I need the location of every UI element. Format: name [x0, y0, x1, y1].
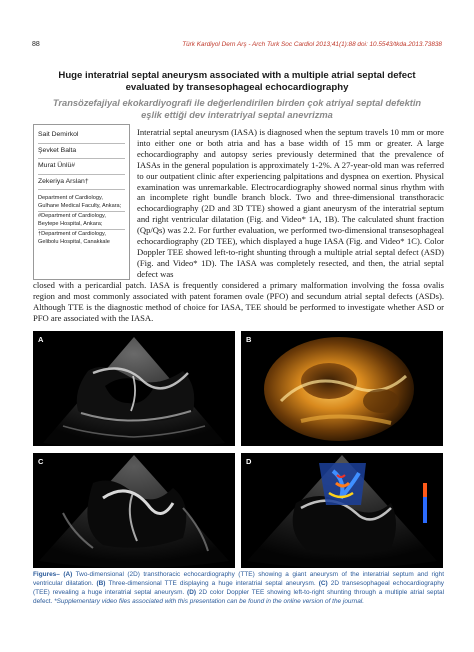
article-subtitle: [36, 98, 438, 121]
affiliations: [38, 194, 125, 248]
body-paragraph-1: Interatrial septal aneurysm (IASA) is diagnosed when the septum travels 10 mm or more into either one or both atria and has a base width of 15 mm or greater. A large echocardiography and autopsy series previously determined that the prevalence of IASAs in the general population is approximately 1-2%. A 27-year-old man was referred to our outpatient clinic after experiencing palpitations and dyspnea on exertion. Physical examination was unremarkable. Electrocardiography showed normal sinus rhythm with an incomplete right bundle branch block. Two and three-dimensional transthoracic echocardiography (2D and 3D TTE) showed a giant aneurysm of the interatrial septum and right ventricular dilatation (Fig. and Video* 1A, 1B). The calculated shunt fraction (Qp/Qs) was 2.2. For further evaluation, we performed two-dimensional transesophageal echocardiography (2D TEE), which displayed a huge IASA (Fig. and Video* 1C). Color Doppler TEE showed left-to-right shunting through a multiple atrial septal defect (ASD) (Fig. and Video* 1D). The IASA was completely resected, and then, the atrial septal defect was: [137, 127, 444, 279]
caption-letter-c: (C): [318, 579, 328, 587]
panel-a-label: A: [38, 335, 44, 344]
figure-caption: [33, 571, 444, 607]
panel-a-echo-image: [33, 331, 235, 446]
article-subtitle-line-1: Transözefajiyal ekokardiyografi ile değerlendirilen birden çok atriyal septal defektin: [52, 98, 422, 108]
journal-citation: Türk Kardiyol Dern Arş - Arch Turk Soc Cardiol 2013;41(1):88 doi: 10.5543/tkda.2013.73838: [182, 41, 442, 48]
caption-text-a: Two-dimensional (2D) transthoracic echocardiography (TTE) showing a giant aneurysm of the interatrial septum and right ventricular dilatation.: [33, 571, 444, 587]
caption-text-d: 2D color Doppler TEE showing left-to-right shunting through a multiple atrial septal defect.: [33, 588, 444, 605]
panel-d-doppler-image: [241, 453, 443, 568]
body-paragraph-2: closed with a pericardial patch. IASA is frequently considered a primary malformation involving the fossa ovalis region and most commonly associated with patent foramen ovale (PFO) and secundum atrial septal defects (ASDs). Although TTE is the diagnostic method of choice for IASA, TEE should be performed to investigate whether ASD or PFO are associated with the IASA.: [33, 280, 444, 323]
author-name: Zekeriya Arslan†: [38, 175, 125, 191]
author-name: Sait Demirkol: [38, 128, 125, 144]
author-box: [33, 124, 130, 280]
caption-text-b: Three-dimensional TTE displaying a huge interatrial septal aneurysm.: [105, 579, 319, 587]
figure-panel-c: [33, 453, 235, 568]
author-name: Şevket Balta: [38, 144, 125, 160]
caption-note: *Supplementary video files associated with this presentation can be found in the online version of the journal.: [54, 597, 365, 605]
panel-b-label: B: [246, 335, 252, 344]
affiliation: Department of Cardiology, Gulhane Medical Faculty, Ankara;: [38, 194, 125, 212]
article-title-line-2: evaluated by transesophageal echocardiography: [125, 82, 349, 93]
affiliation: #Department of Cardiology, Beytepe Hospital, Ankara;: [38, 212, 125, 230]
page-number: 88: [32, 41, 40, 48]
panel-c-echo-image: [33, 453, 235, 568]
caption-letter-b: (B): [96, 579, 106, 587]
figure-panel-d: [241, 453, 443, 568]
caption-label: Figures–: [33, 571, 60, 578]
article-title-line-1: Huge interatrial septal aneurysm associated with a multiple atrial septal defect: [58, 70, 416, 81]
figure: [33, 331, 443, 569]
figure-panel-a: [33, 331, 235, 446]
figure-panel-b: [241, 331, 443, 446]
article-subtitle-line-2: eşlik ettiği dev interatriyal septal anevrizma: [141, 109, 333, 120]
article-title: [36, 70, 438, 94]
panel-c-label: C: [38, 457, 44, 466]
affiliation: †Department of Cardiology, Gelibolu Hospital, Canakkale: [38, 231, 110, 245]
caption-letter-a: (A): [63, 571, 73, 578]
caption-letter-d: (D): [187, 588, 196, 596]
panel-d-label: D: [246, 457, 252, 466]
caption-text-c: 2D transesophageal echocardiography (TEE) revealing a huge interatrial septal aneurysm.: [33, 579, 444, 596]
panel-b-3d-echo-image: [241, 331, 443, 446]
author-name: Murat Ünlü#: [38, 159, 125, 175]
